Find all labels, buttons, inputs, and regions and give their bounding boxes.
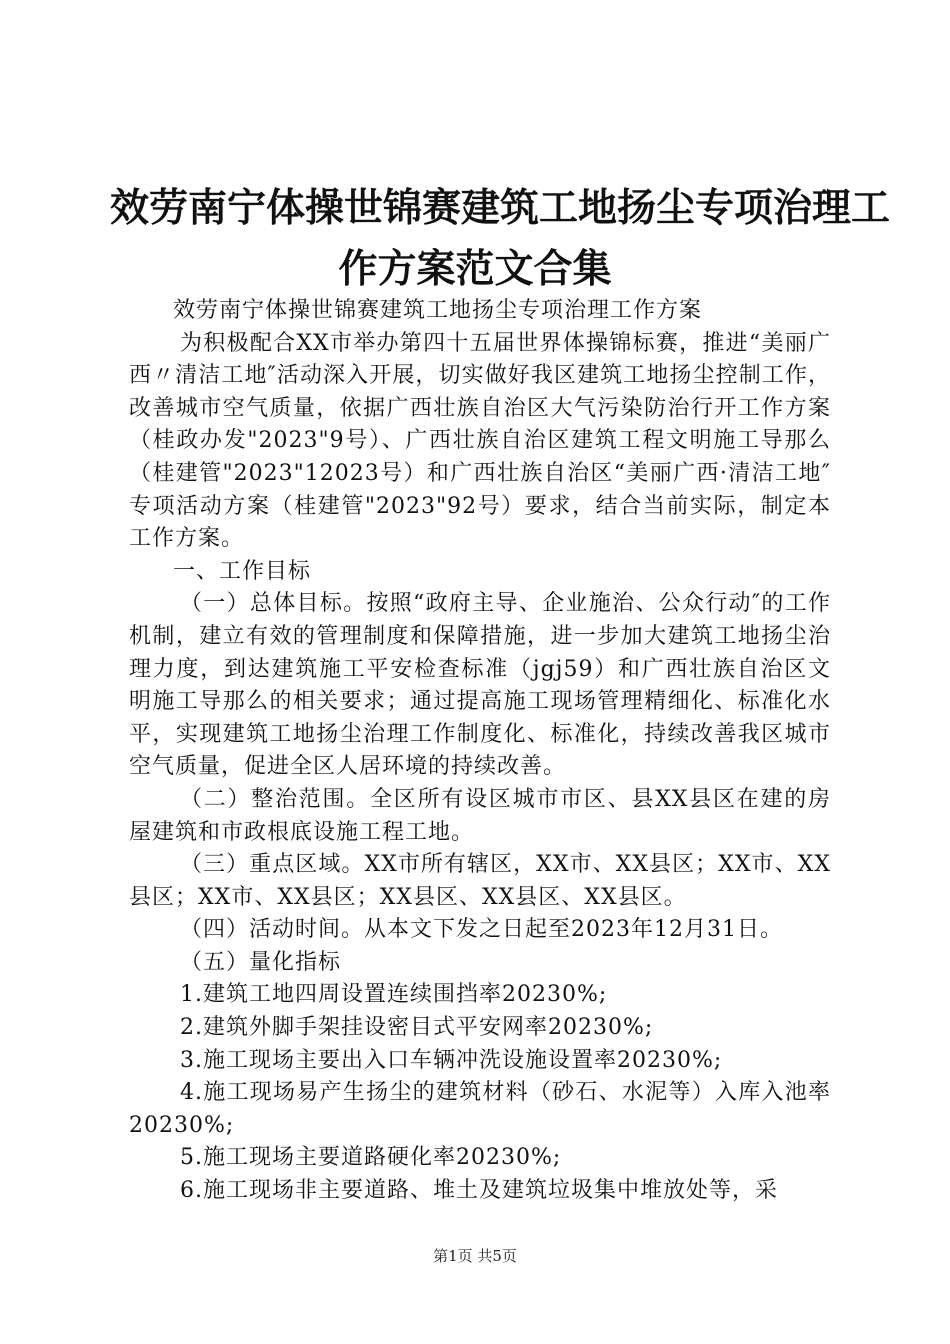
body-paragraph: （一）总体目标。按照“政府主导、企业施治、公众行动″的工作机制，建立有效的管理制度和保障措施，进一步加大建筑工地扬尘治理力度，到达建筑施工平安检查标准（jgj59）和广西壮族自治区文明施工导那么的相关要求；通过提高施工现场管理精细化、标准化水平，实现建筑工地扬尘治理工作制度化、标准化，持续改善我区城市空气质量，促进全区人居环境的持续改善。 — [129, 591, 831, 780]
body-paragraph: （二）整治范围。全区所有设区城市市区、县XX县区在建的房屋建筑和市政根底设施工程工地。 — [129, 786, 831, 845]
list-item: 6.施工现场非主要道路、堆土及建筑垃圾集中堆放处等，采 — [180, 1178, 778, 1204]
list-item: 4.施工现场易产生扬尘的建筑材料（砂石、水泥等）入库入池率20230%; — [129, 1080, 831, 1138]
page-footer: 第1页 共5页 — [433, 1247, 517, 1265]
body-paragraph: （四）活动时间。从本文下发之日起至2023年12月31日。 — [180, 917, 783, 943]
document-title-line-1: 效劳南宁体操世锦赛建筑工地扬尘专项治理工 — [110, 186, 891, 231]
body-paragraph: （五）量化指标 — [180, 949, 342, 975]
list-item: 3.施工现场主要出入口车辆冲洗设施设置率20230%; — [180, 1047, 723, 1073]
body-paragraph: 为积极配合XX市举办第四十五届世界体操锦标赛，推进“美丽广西〃清洁工地″活动深入开展，切实做好我区建筑工地扬尘控制工作，改善城市空气质量，依据广西壮族自治区大气污染防治行开工作方案（桂政办发"2023"9号）、广西壮族自治区建筑工程文明施工导那么（桂建管"2023"12023号）和广西壮族自治区“美丽广西·清洁工地″专项活动方案（桂建管"2023"92号）要求，结合当前实际，制定本工作方案。 — [129, 330, 831, 552]
document-body — [129, 295, 831, 1208]
section-heading: 一、工作目标 — [173, 558, 312, 584]
body-paragraph: （三）重点区域。XX市所有辖区，XX市、XX县区；XX市、XX县区；XX市、XX县区；XX县区、XX县区、XX县区。 — [129, 852, 831, 910]
subtitle-paragraph: 效劳南宁体操世锦赛建筑工地扬尘专项治理工作方案 — [173, 298, 703, 323]
list-item: 2.建筑外脚手架挂设密目式平安网率20230%; — [180, 1015, 654, 1041]
list-item: 1.建筑工地四周设置连续围挡率20230%; — [180, 982, 608, 1008]
list-item: 5.施工现场主要道路硬化率20230%; — [180, 1145, 562, 1171]
document-title-line-2: 作方案范文合集 — [338, 247, 612, 292]
